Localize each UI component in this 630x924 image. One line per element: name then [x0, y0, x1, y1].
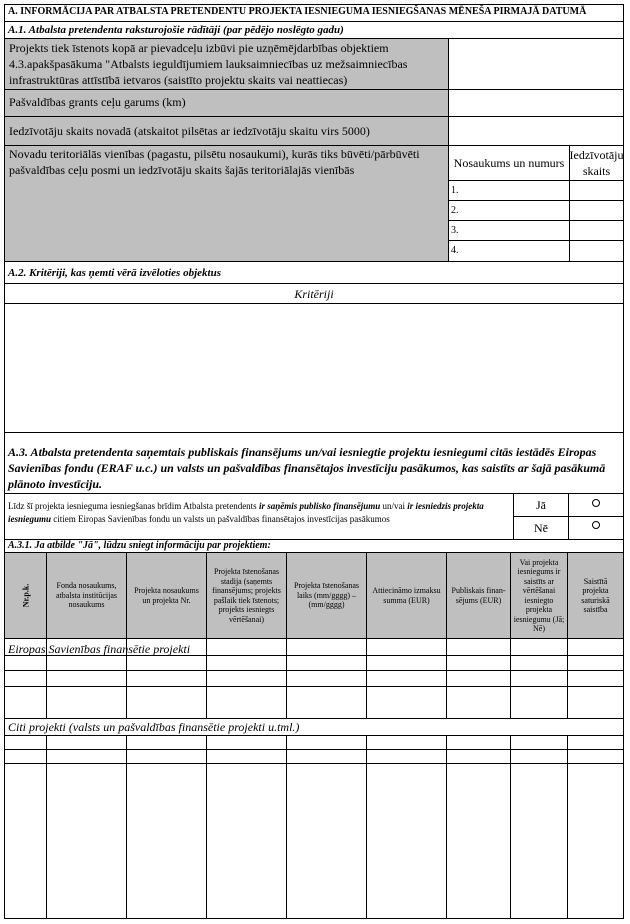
table-row[interactable]: [5, 750, 623, 763]
section-a-title: A. INFORMĀCIJA PAR ATBALSTA PRETENDENTU PROJEKTA IESNIEGUMA IESNIEGŠANAS MĒNEŠA PIRMAJĀ DATUMĀ: [8, 6, 587, 17]
related-projects-input[interactable]: [449, 39, 623, 89]
option-yes-label: Jā: [536, 498, 546, 512]
units-col-population-header: Iedzīvotāju skaits: [569, 148, 624, 178]
a3-title: A.3. Atbalsta pretendenta saņemtais publiskais finansējums un/vai iesniegtie projektu iesniegumi citās iestādēs Eiropas Savienības fondu (ERAF u.c.) un valsts un pašvaldības finansētajos investīciju pasākumos, kas saistīts ar šajā pasākumā plānoto investīciju.: [8, 445, 606, 491]
table-row[interactable]: [5, 671, 623, 686]
a2-title: A.2. Kritēriji, kas ņemti vērā izvēloties objektus: [8, 267, 221, 279]
a1-row-related-projects: Projekts tiek īstenots kopā ar pievadceļu izbūvi pie uzņēmējdarbības objektiem 4.3.apakšpasākuma "Atbalsts ieguldījumiem lauksaimniecības uz mežsaimniecības infrastruktūras attīstībā ietvaros (saistīto projektu skaits vai neattiecas): [9, 41, 408, 87]
a1-title: A.1. Atbalsta pretendenta raksturojošie rādītāji (par pēdējo noslēgto gadu): [8, 24, 344, 36]
units-col-name-header: Nosaukums un numurs: [453, 156, 565, 170]
a31-title: A.3.1. Ja atbilde "Jā", lūdzu sniegt informāciju par projektiem:: [8, 540, 271, 551]
group-other-projects: Citi projekti (valsts un pašvaldības finansētie projekti u.tml.): [8, 720, 300, 734]
group-eu-projects: Eiropas Savienības finansētie projekti: [8, 642, 191, 656]
unit-row-number: 1.: [451, 184, 459, 196]
criteria-text-area[interactable]: [5, 304, 623, 431]
col-header-nr: Nr.p.k.: [5, 553, 46, 638]
option-no-label: Nē: [534, 521, 548, 535]
table-row[interactable]: [5, 736, 623, 749]
col-header-fund: Fonda nosaukums, atbalsta institūcijas nosaukums: [47, 553, 126, 638]
col-header-relation: Saistītā projekta saturiskā saistība: [568, 553, 623, 638]
population-input[interactable]: [449, 117, 623, 145]
public-funding-question: Līdz šī projekta iesnieguma iesniegšanas brīdim Atbalsta pretendents ir saņēmis publisko finansējumu un/vai ir iesniedzis projekta iesniegumu citiem Eiropas Savienības fondu un valsts un pašvaldības finansētajos investīcijas pasākumos: [8, 501, 484, 524]
application-form: [4, 4, 624, 919]
a1-row-territorial-units: Novadu teritoriālās vienības (pagastu, pilsētu nosaukumi), kurās tiks būvēti/pārbūvēti pašvaldības ceļu posmi un iedzīvotāju skaits šajās teritoriālajās vienībās: [9, 147, 420, 177]
a1-row-road-length: Pašvaldības grants ceļu garums (km): [9, 95, 186, 109]
unit-row-number: 4.: [451, 245, 459, 256]
road-length-input[interactable]: [449, 90, 623, 116]
unit-row-number: 3.: [451, 224, 459, 236]
col-header-public-funding: Publiskais finan-sējums (EUR): [447, 553, 510, 638]
table-row[interactable]: [5, 687, 623, 718]
col-header-eligible-costs: Attiecināmo izmaksu summa (EUR): [367, 553, 446, 638]
col-header-stage: Projekta īstenošanas stadija (saņemts finansējums; projekts pašlaik tiek īstenots; projekts iesniegts vērtēšanai): [207, 553, 286, 638]
unit-row-number: 2.: [451, 204, 459, 216]
criteria-column-header: Kritēriji: [294, 287, 334, 301]
table-row[interactable]: [5, 764, 623, 918]
col-header-project: Projekta nosaukums un projekta Nr.: [127, 553, 206, 638]
option-no-radio[interactable]: [592, 521, 600, 529]
col-header-related: Vai projekta iesniegums ir saistīts ar vērtēšanai iesniegto projekta iesniegumu (Jā; Nē): [511, 553, 567, 638]
col-header-period: Projekta īstenošanas laiks (mm/gggg) – (mm/gggg): [287, 553, 366, 638]
table-row[interactable]: [5, 656, 623, 670]
option-yes-radio[interactable]: [592, 499, 600, 507]
a1-row-population: Iedzīvotāju skaits novadā (atskaitot pilsētas ar iedzīvotāju skaitu virs 5000): [9, 124, 370, 138]
